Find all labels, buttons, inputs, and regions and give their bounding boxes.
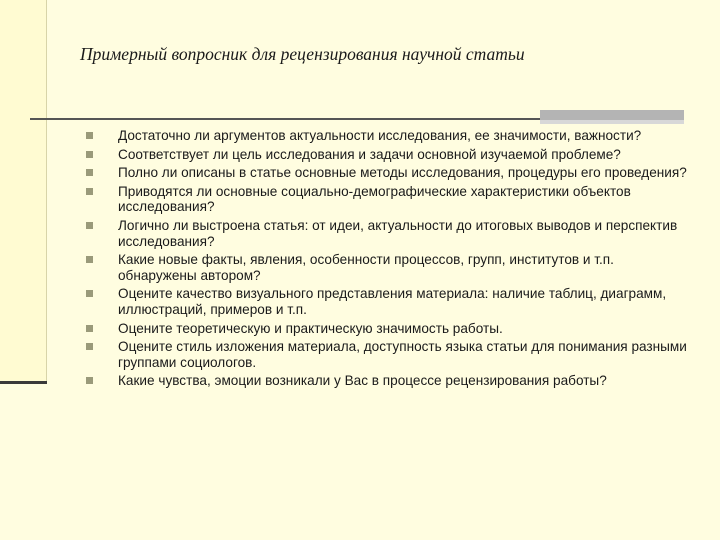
question-text: Логично ли выстроена статья: от идеи, актуальности до итоговых выводов и перспектив исследования? <box>118 217 678 249</box>
title-divider <box>30 118 540 120</box>
square-bullet-icon <box>86 377 93 384</box>
square-bullet-icon <box>86 222 93 229</box>
question-item <box>86 339 696 370</box>
square-bullet-icon <box>86 290 93 297</box>
question-item <box>86 286 696 317</box>
square-bullet-icon <box>86 188 93 195</box>
square-bullet-icon <box>86 132 93 139</box>
square-bullet-icon <box>86 169 93 176</box>
question-list <box>86 128 696 392</box>
question-text: Приводятся ли основные социально-демографические характеристики объектов исследования? <box>118 183 631 215</box>
question-text: Оцените качество визуального представления материала: наличие таблиц, диаграмм, иллюстраций, примеров и т.п. <box>118 286 667 317</box>
question-item <box>86 184 696 215</box>
left-decor-bottom-rule <box>0 381 47 384</box>
question-text: Полно ли описаны в статье основные методы исследования, процедуры его проведения? <box>118 165 687 181</box>
question-text: Какие чувства, эмоции возникали у Вас в процессе рецензирования работы? <box>118 373 607 389</box>
question-item <box>86 218 696 249</box>
slide-title: Примерный вопросник для рецензирования научной статьи <box>80 44 525 64</box>
left-decor-line <box>46 0 47 384</box>
square-bullet-icon <box>86 325 93 332</box>
square-bullet-icon <box>86 343 93 350</box>
square-bullet-icon <box>86 256 93 263</box>
question-item <box>86 321 696 337</box>
question-item <box>86 147 696 163</box>
question-item <box>86 252 696 283</box>
title-divider-accent <box>540 110 684 120</box>
square-bullet-icon <box>86 151 93 158</box>
question-text: Оцените теоретическую и практическую значимость работы. <box>118 320 503 336</box>
question-text: Оцените стиль изложения материала, доступность языка статьи для понимания разными группами социологов. <box>118 339 687 370</box>
left-decor-bar <box>0 0 46 384</box>
question-item <box>86 373 696 389</box>
question-item <box>86 128 696 144</box>
question-text: Соответствует ли цель исследования и задачи основной изучаемой проблеме? <box>118 146 621 162</box>
question-text: Какие новые факты, явления, особенности процессов, групп, институтов и т.п. обнаружены автором? <box>118 252 614 283</box>
title-divider-accent-shadow <box>540 120 684 124</box>
question-text: Достаточно ли аргументов актуальности исследования, ее значимости, важности? <box>118 128 642 143</box>
question-item <box>86 165 696 181</box>
